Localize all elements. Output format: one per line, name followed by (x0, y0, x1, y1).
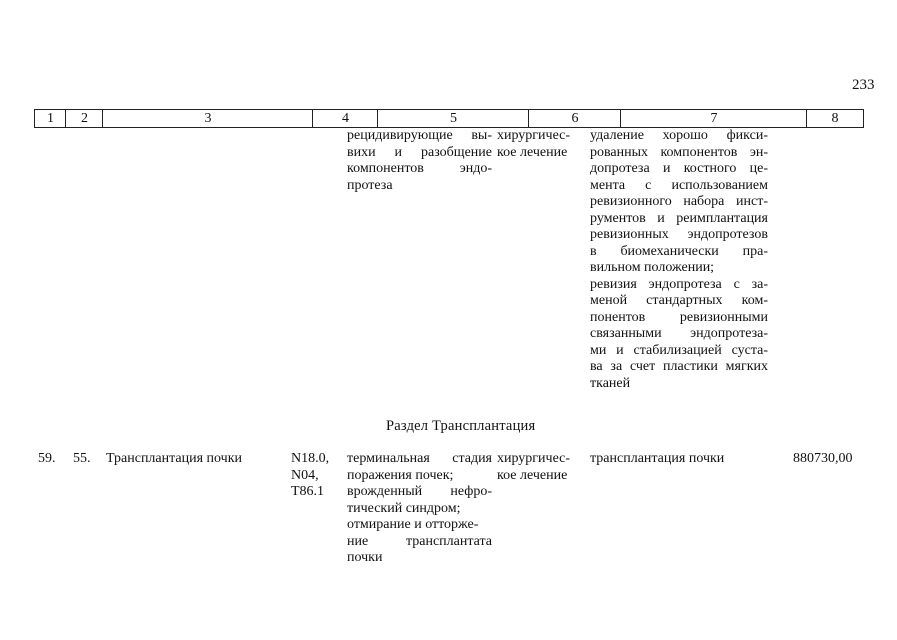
section-title: Раздел Трансплантация (386, 418, 536, 434)
text-line: ревизионного набора инст- (590, 194, 768, 209)
text-line: тический синдром; (347, 500, 461, 516)
prev-row-treatment-type (497, 128, 583, 161)
text-line: ми и стабилизацией суста- (590, 342, 768, 358)
text-line: поражения почек; (347, 467, 454, 483)
header-cell-4: 4 (312, 109, 378, 128)
text-line: удаление хорошо фикси- (590, 128, 768, 143)
text-line: допротеза и костного це- (590, 161, 768, 176)
text-line: связанными эндопротеза- (590, 326, 768, 341)
header-cell-3: 3 (102, 109, 313, 128)
text-line: отмирание и отторже- (347, 517, 479, 532)
text-line: рованных компонентов эн- (590, 144, 768, 160)
page-number: 233 (852, 77, 875, 93)
text-line: тканей (590, 375, 631, 391)
text-line: рументов и реимплантация (590, 210, 768, 226)
header-cell-2: 2 (65, 109, 103, 128)
text-line: ревизия эндопротеза с за- (590, 276, 768, 292)
text-line: меной стандартных ком- (590, 293, 768, 308)
prev-row-diagnosis (347, 128, 492, 194)
row59-number: 59. (38, 451, 56, 466)
text-line: рецидивирующие вы- (347, 128, 492, 143)
text-line: ва за счет пластики мягких (590, 359, 768, 374)
text-line: терминальная стадия (347, 451, 492, 466)
text-line: компонентов эндо- (347, 161, 492, 176)
text-line: вильном положении; (590, 260, 715, 275)
header-cell-8: 8 (806, 109, 864, 128)
table-header-row (34, 109, 863, 128)
text-line: понентов ревизионными (590, 309, 768, 325)
text-line: ние трансплантата (347, 533, 492, 549)
text-line: N04, (291, 467, 319, 483)
header-cell-6: 6 (528, 109, 621, 128)
text-line: врожденный нефро- (347, 484, 492, 499)
row59-procedure-name: Трансплантация почки (106, 451, 243, 466)
text-line: протеза (347, 177, 393, 193)
text-line: хирургичес- (497, 451, 571, 466)
row59-treatment-method: трансплантация почки (590, 451, 725, 466)
row59-cost: 880730,00 (793, 451, 853, 466)
row59-diagnosis (347, 451, 492, 567)
text-line: хирургичес- (497, 128, 571, 143)
text-line: вихи и разобщение (347, 144, 492, 160)
text-line: мента с использованием (590, 177, 768, 193)
header-cell-5: 5 (377, 109, 529, 128)
text-line: в биомеханически пра- (590, 243, 768, 259)
text-line: T86.1 (291, 484, 325, 499)
text-line: ревизионных эндопротезов (590, 227, 768, 242)
header-cell-7: 7 (620, 109, 807, 128)
row59-icd-codes (291, 451, 341, 501)
row59-treatment-type (497, 451, 583, 484)
row59-group-number: 55. (73, 451, 91, 466)
header-cell-1: 1 (34, 109, 66, 128)
text-line: кое лечение (497, 467, 568, 483)
prev-row-treatment-method (590, 128, 768, 392)
text-line: почки (347, 550, 383, 565)
text-line: кое лечение (497, 144, 568, 160)
text-line: N18.0, (291, 451, 330, 466)
